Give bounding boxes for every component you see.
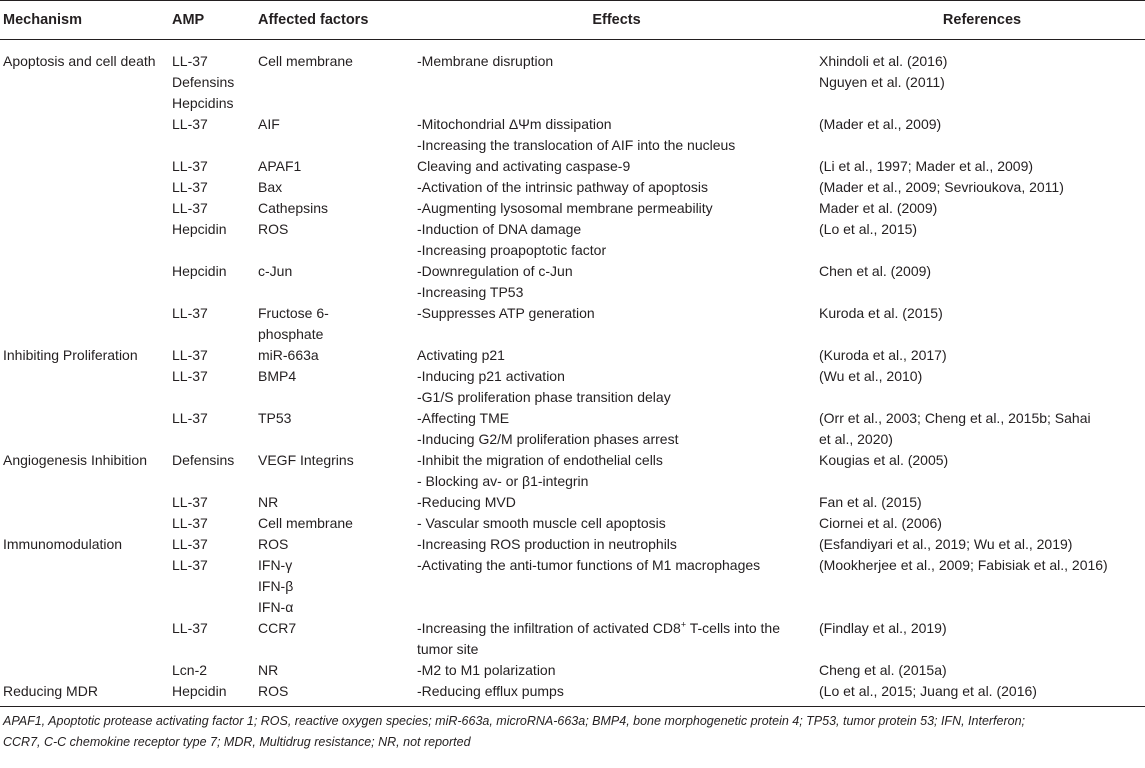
cell-amp bbox=[169, 618, 255, 660]
amp-line: Hepcidin bbox=[172, 683, 227, 699]
table-row bbox=[0, 198, 1145, 219]
cell-factors bbox=[255, 156, 414, 177]
table-row bbox=[0, 40, 1145, 115]
header-amp: AMP bbox=[169, 1, 255, 40]
effects-line: -Activation of the intrinsic pathway of apoptosis bbox=[417, 179, 709, 195]
factors-line: NR bbox=[258, 494, 279, 510]
amp-line: LL-37 bbox=[172, 347, 208, 363]
references-line: Xhindoli et al. (2016) bbox=[819, 53, 948, 69]
effects-line: -Reducing efflux pumps bbox=[417, 683, 564, 699]
factors-line: miR-663a bbox=[258, 347, 319, 363]
cell-references bbox=[816, 534, 1145, 555]
factors-line: VEGF Integrins bbox=[258, 452, 354, 468]
table-row bbox=[0, 261, 1145, 303]
cell-factors bbox=[255, 618, 414, 660]
mechanism-text: Apoptosis and cell death bbox=[3, 53, 156, 69]
cell-effects bbox=[414, 366, 816, 408]
cell-factors bbox=[255, 177, 414, 198]
cell-mechanism bbox=[0, 450, 169, 492]
factors-line: ROS bbox=[258, 221, 289, 237]
references-line: Kuroda et al. (2015) bbox=[819, 305, 943, 321]
cell-references bbox=[816, 408, 1145, 450]
amp-line: LL-37 bbox=[172, 368, 208, 384]
amp-line: LL-37 bbox=[172, 536, 208, 552]
cell-references bbox=[816, 513, 1145, 534]
cell-effects bbox=[414, 40, 816, 115]
cell-mechanism bbox=[0, 366, 169, 408]
table-body bbox=[0, 40, 1145, 707]
cell-mechanism bbox=[0, 513, 169, 534]
cell-references bbox=[816, 450, 1145, 492]
table-row bbox=[0, 156, 1145, 177]
effects-line: Cleaving and activating caspase-9 bbox=[417, 158, 631, 174]
cell-amp bbox=[169, 534, 255, 555]
cell-mechanism bbox=[0, 114, 169, 156]
cell-amp bbox=[169, 177, 255, 198]
references-line: Mader et al. (2009) bbox=[819, 200, 938, 216]
amp-line: LL-37 bbox=[172, 158, 208, 174]
effects-line: -Increasing ROS production in neutrophils bbox=[417, 536, 677, 552]
mechanism-text: Inhibiting Proliferation bbox=[3, 347, 138, 363]
amp-line: LL-37 bbox=[172, 53, 208, 69]
cell-references bbox=[816, 177, 1145, 198]
table-row bbox=[0, 681, 1145, 707]
amp-line: Hepcidin bbox=[172, 221, 227, 237]
table-row bbox=[0, 366, 1145, 408]
cell-effects bbox=[414, 177, 816, 198]
effects-line: - Blocking av- or β1-integrin bbox=[417, 473, 589, 489]
references-line: (Li et al., 1997; Mader et al., 2009) bbox=[819, 158, 1034, 174]
cell-effects bbox=[414, 345, 816, 366]
cell-references bbox=[816, 114, 1145, 156]
cell-mechanism bbox=[0, 177, 169, 198]
table-row bbox=[0, 555, 1145, 618]
cell-effects bbox=[414, 303, 816, 345]
cell-references bbox=[816, 261, 1145, 303]
cell-mechanism bbox=[0, 681, 169, 707]
effects-line: -Activating the anti-tumor functions of M1 macrophages bbox=[417, 557, 761, 573]
cell-amp bbox=[169, 198, 255, 219]
amp-line: LL-37 bbox=[172, 494, 208, 510]
cell-amp bbox=[169, 408, 255, 450]
references-line: (Findlay et al., 2019) bbox=[819, 620, 947, 636]
cell-factors bbox=[255, 450, 414, 492]
cell-mechanism bbox=[0, 156, 169, 177]
cell-mechanism bbox=[0, 303, 169, 345]
amp-line: LL-37 bbox=[172, 410, 208, 426]
effects-line: -M2 to M1 polarization bbox=[417, 662, 556, 678]
effects-line: -Increasing the infiltration of activated CD8+ T-cells into the bbox=[417, 619, 780, 636]
header-row bbox=[0, 1, 1145, 40]
cell-mechanism bbox=[0, 345, 169, 366]
mechanism-text: Angiogenesis Inhibition bbox=[3, 452, 147, 468]
references-line: Chen et al. (2009) bbox=[819, 263, 932, 279]
table-row bbox=[0, 303, 1145, 345]
cell-amp bbox=[169, 492, 255, 513]
effects-line: -G1/S proliferation phase transition delay bbox=[417, 389, 671, 405]
effects-line: tumor site bbox=[417, 641, 479, 657]
references-line: (Kuroda et al., 2017) bbox=[819, 347, 947, 363]
references-line: Fan et al. (2015) bbox=[819, 494, 922, 510]
references-line: Kougias et al. (2005) bbox=[819, 452, 949, 468]
cell-amp bbox=[169, 261, 255, 303]
effects-line: -Suppresses ATP generation bbox=[417, 305, 595, 321]
references-line: Cheng et al. (2015a) bbox=[819, 662, 947, 678]
factors-line: ROS bbox=[258, 536, 289, 552]
effects-line: -Affecting TME bbox=[417, 410, 510, 426]
cell-effects bbox=[414, 261, 816, 303]
cell-amp bbox=[169, 450, 255, 492]
cell-mechanism bbox=[0, 492, 169, 513]
effects-line: -Increasing TP53 bbox=[417, 284, 524, 300]
table-row bbox=[0, 534, 1145, 555]
table-row bbox=[0, 660, 1145, 681]
cell-effects bbox=[414, 618, 816, 660]
factors-line: phosphate bbox=[258, 326, 324, 342]
amp-line: Defensins bbox=[172, 74, 235, 90]
effects-line: -Inducing G2/M proliferation phases arrest bbox=[417, 431, 679, 447]
effects-line: - Vascular smooth muscle cell apoptosis bbox=[417, 515, 666, 531]
table-row bbox=[0, 618, 1145, 660]
references-line: (Mookherjee et al., 2009; Fabisiak et al., 2016) bbox=[819, 557, 1108, 573]
cell-effects bbox=[414, 156, 816, 177]
header-affected-factors: Affected factors bbox=[255, 1, 414, 40]
cell-amp bbox=[169, 219, 255, 261]
table-row bbox=[0, 345, 1145, 366]
factors-line: Bax bbox=[258, 179, 283, 195]
references-line: (Lo et al., 2015; Juang et al. (2016) bbox=[819, 683, 1037, 699]
cell-references bbox=[816, 555, 1145, 618]
factors-line: c-Jun bbox=[258, 263, 293, 279]
cell-effects bbox=[414, 408, 816, 450]
footnote-line-2: CCR7, C-C chemokine receptor type 7; MDR, Multidrug resistance; NR, not reported bbox=[3, 735, 471, 749]
effects-line: -Induction of DNA damage bbox=[417, 221, 582, 237]
header-mechanism: Mechanism bbox=[0, 1, 169, 40]
effects-line: -Increasing proapoptotic factor bbox=[417, 242, 607, 258]
cell-references bbox=[816, 492, 1145, 513]
cell-amp bbox=[169, 303, 255, 345]
table-row bbox=[0, 513, 1145, 534]
factors-line: Cell membrane bbox=[258, 53, 353, 69]
cell-factors bbox=[255, 534, 414, 555]
factors-line: Fructose 6- bbox=[258, 305, 329, 321]
factors-line: TP53 bbox=[258, 410, 292, 426]
cell-mechanism bbox=[0, 40, 169, 115]
cell-mechanism bbox=[0, 219, 169, 261]
cell-amp bbox=[169, 660, 255, 681]
factors-line: AIF bbox=[258, 116, 280, 132]
effects-line: -Downregulation of c-Jun bbox=[417, 263, 573, 279]
factors-line: CCR7 bbox=[258, 620, 297, 636]
table-footnote bbox=[0, 707, 1126, 753]
amp-line: Hepcidin bbox=[172, 263, 227, 279]
cell-mechanism bbox=[0, 660, 169, 681]
effects-line: -Inhibit the migration of endothelial cells bbox=[417, 452, 663, 468]
references-line: (Mader et al., 2009) bbox=[819, 116, 942, 132]
amp-line: Lcn-2 bbox=[172, 662, 208, 678]
cell-factors bbox=[255, 660, 414, 681]
cell-effects bbox=[414, 492, 816, 513]
effects-line: -Augmenting lysosomal membrane permeability bbox=[417, 200, 713, 216]
cell-effects bbox=[414, 114, 816, 156]
cell-factors bbox=[255, 198, 414, 219]
table-row bbox=[0, 408, 1145, 450]
cell-amp bbox=[169, 555, 255, 618]
cell-factors bbox=[255, 681, 414, 707]
cell-effects bbox=[414, 681, 816, 707]
references-line: et al., 2020) bbox=[819, 431, 893, 447]
cell-effects bbox=[414, 450, 816, 492]
cell-effects bbox=[414, 534, 816, 555]
references-line: (Orr et al., 2003; Cheng et al., 2015b; Sahai bbox=[819, 410, 1091, 426]
cell-amp bbox=[169, 681, 255, 707]
cell-references bbox=[816, 681, 1145, 707]
references-line: Nguyen et al. (2011) bbox=[819, 74, 945, 90]
cell-factors bbox=[255, 555, 414, 618]
factors-line: BMP4 bbox=[258, 368, 297, 384]
effects-line: Activating p21 bbox=[417, 347, 505, 363]
header-effects: Effects bbox=[414, 1, 816, 40]
cell-factors bbox=[255, 219, 414, 261]
table-header bbox=[0, 1, 1145, 40]
amp-line: LL-37 bbox=[172, 620, 208, 636]
amp-line: LL-37 bbox=[172, 116, 208, 132]
cell-factors bbox=[255, 366, 414, 408]
references-line: (Esfandiyari et al., 2019; Wu et al., 2019) bbox=[819, 536, 1073, 552]
cell-mechanism bbox=[0, 261, 169, 303]
factors-line: ROS bbox=[258, 683, 289, 699]
cell-amp bbox=[169, 366, 255, 408]
cell-amp bbox=[169, 156, 255, 177]
cell-amp bbox=[169, 345, 255, 366]
cell-amp bbox=[169, 513, 255, 534]
effects-line: -Increasing the translocation of AIF into the nucleus bbox=[417, 137, 736, 153]
cell-references bbox=[816, 660, 1145, 681]
cell-references bbox=[816, 40, 1145, 115]
references-line: Ciornei et al. (2006) bbox=[819, 515, 942, 531]
superscript: + bbox=[680, 619, 687, 630]
amp-line: Defensins bbox=[172, 452, 235, 468]
mechanism-text: Immunomodulation bbox=[3, 536, 123, 552]
cell-effects bbox=[414, 513, 816, 534]
amp-line: LL-37 bbox=[172, 305, 208, 321]
factors-line: Cell membrane bbox=[258, 515, 353, 531]
cell-amp bbox=[169, 40, 255, 115]
effects-line: -Membrane disruption bbox=[417, 53, 554, 69]
factors-line: IFN-γ bbox=[258, 557, 293, 573]
cell-factors bbox=[255, 114, 414, 156]
cell-references bbox=[816, 198, 1145, 219]
cell-factors bbox=[255, 492, 414, 513]
cell-effects bbox=[414, 219, 816, 261]
table-row bbox=[0, 114, 1145, 156]
amp-line: Hepcidins bbox=[172, 95, 234, 111]
cell-factors bbox=[255, 261, 414, 303]
factors-line: NR bbox=[258, 662, 279, 678]
cell-mechanism bbox=[0, 618, 169, 660]
cell-factors bbox=[255, 408, 414, 450]
cell-references bbox=[816, 366, 1145, 408]
mechanism-text: Reducing MDR bbox=[3, 683, 98, 699]
cell-factors bbox=[255, 513, 414, 534]
cell-references bbox=[816, 219, 1145, 261]
effects-line: -Inducing p21 activation bbox=[417, 368, 565, 384]
cell-effects bbox=[414, 555, 816, 618]
amp-line: LL-37 bbox=[172, 515, 208, 531]
cell-mechanism bbox=[0, 408, 169, 450]
cell-references bbox=[816, 156, 1145, 177]
factors-line: APAF1 bbox=[258, 158, 302, 174]
cell-references bbox=[816, 303, 1145, 345]
references-line: (Mader et al., 2009; Sevrioukova, 2011) bbox=[819, 179, 1064, 195]
cell-mechanism bbox=[0, 198, 169, 219]
amp-line: LL-37 bbox=[172, 557, 208, 573]
cell-factors bbox=[255, 345, 414, 366]
amp-line: LL-37 bbox=[172, 200, 208, 216]
cell-mechanism bbox=[0, 534, 169, 555]
references-line: (Wu et al., 2010) bbox=[819, 368, 923, 384]
cell-mechanism bbox=[0, 555, 169, 618]
references-line: (Lo et al., 2015) bbox=[819, 221, 918, 237]
table-row bbox=[0, 177, 1145, 198]
table-row bbox=[0, 450, 1145, 492]
cell-effects bbox=[414, 198, 816, 219]
factors-line: Cathepsins bbox=[258, 200, 329, 216]
footnote-line-1: APAF1, Apoptotic protease activating factor 1; ROS, reactive oxygen species; miR-663a, microRNA-663a; BMP4, bone morphogenetic protein 4; TP53, tumor protein 53; IFN, Interferon; bbox=[3, 714, 1026, 728]
cell-references bbox=[816, 345, 1145, 366]
effects-line: -Reducing MVD bbox=[417, 494, 516, 510]
factors-line: IFN-α bbox=[258, 599, 294, 615]
table-row bbox=[0, 219, 1145, 261]
cell-amp bbox=[169, 114, 255, 156]
cell-factors bbox=[255, 303, 414, 345]
cell-factors bbox=[255, 40, 414, 115]
table-row bbox=[0, 492, 1145, 513]
factors-line: IFN-β bbox=[258, 578, 294, 594]
cell-references bbox=[816, 618, 1145, 660]
cell-effects bbox=[414, 660, 816, 681]
effects-line-continuation: T-cells into the bbox=[686, 620, 780, 636]
effects-line: -Mitochondrial ΔΨm dissipation bbox=[417, 116, 612, 132]
amp-line: LL-37 bbox=[172, 179, 208, 195]
header-references: References bbox=[816, 1, 1145, 40]
